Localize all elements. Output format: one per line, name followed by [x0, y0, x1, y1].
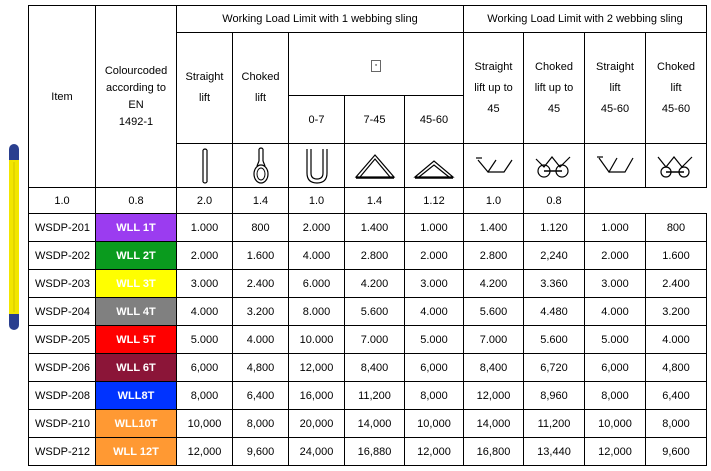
wll-colour-cell: WLL8T — [96, 382, 177, 410]
value-cell: 3.200 — [646, 298, 707, 326]
value-cell: 8,000 — [646, 410, 707, 438]
header-text-line: Choked — [657, 60, 695, 73]
value-cell: 4.480 — [524, 298, 585, 326]
header-angle-0-7: 0-7 — [289, 96, 345, 144]
table-row — [29, 298, 707, 326]
factor-cell: 1.0 — [29, 188, 96, 214]
value-cell: 4,800 — [233, 354, 289, 382]
value-cell: 8.000 — [289, 298, 345, 326]
wll-colour-cell: WLL 6T — [96, 354, 177, 382]
header-text-line: Choked — [241, 71, 280, 83]
two-leg-straight-45-60-icon — [595, 154, 635, 178]
value-cell: 2.400 — [233, 270, 289, 298]
value-cell: 14,000 — [345, 410, 405, 438]
value-cell: 10,000 — [585, 410, 646, 438]
table-body — [29, 214, 707, 466]
header-text-line: lift up to — [474, 81, 513, 94]
table-row — [29, 438, 707, 466]
value-cell: 14,000 — [464, 410, 524, 438]
value-cell: 1.400 — [345, 214, 405, 242]
value-cell: 11,200 — [524, 410, 585, 438]
value-cell: 800 — [646, 214, 707, 242]
value-cell: 2.400 — [646, 270, 707, 298]
factor-cell: 0.8 — [96, 188, 177, 214]
header-text-line: Straight — [596, 60, 634, 73]
icon-cell — [289, 144, 345, 188]
value-cell: 1.000 — [585, 214, 646, 242]
basket-vertical-icon — [302, 147, 332, 185]
icon-cell — [646, 144, 707, 188]
factor-cell: 2.0 — [177, 188, 233, 214]
header-straight-lift-up-to-45 — [464, 33, 524, 144]
item-cell: WSDP-205 — [29, 326, 96, 354]
value-cell: 3.360 — [524, 270, 585, 298]
header-colour-line: according to — [106, 81, 166, 94]
value-cell: 12,000 — [464, 382, 524, 410]
wll-colour-cell: WLL 4T — [96, 298, 177, 326]
factor-cell: 1.0 — [289, 188, 345, 214]
item-cell: WSDP-208 — [29, 382, 96, 410]
value-cell: 3.000 — [177, 270, 233, 298]
item-cell: WSDP-202 — [29, 242, 96, 270]
webbing-sling-illustration — [4, 142, 24, 332]
item-cell: WSDP-212 — [29, 438, 96, 466]
value-cell: 8,400 — [345, 354, 405, 382]
header-colour-line: EN — [128, 98, 144, 111]
value-cell: 3.000 — [585, 270, 646, 298]
value-cell: 12,000 — [585, 438, 646, 466]
value-cell: 4,800 — [646, 354, 707, 382]
table-row — [29, 242, 707, 270]
value-cell: 1.120 — [524, 214, 585, 242]
icon-cell — [233, 144, 289, 188]
value-cell: 5.000 — [585, 326, 646, 354]
value-cell: 2.000 — [585, 242, 646, 270]
value-cell: 8,400 — [464, 354, 524, 382]
two-leg-choked-45-60-icon — [654, 153, 698, 179]
header-colour-line: 1492-1 — [118, 115, 154, 128]
value-cell: 10,000 — [177, 410, 233, 438]
value-cell: 5.000 — [405, 326, 464, 354]
value-cell: 8,000 — [585, 382, 646, 410]
wll-colour-cell: WLL10T — [96, 410, 177, 438]
header-text-line: lift — [199, 92, 210, 104]
value-cell: 4.000 — [646, 326, 707, 354]
value-cell: 6,400 — [646, 382, 707, 410]
value-cell: 2.000 — [405, 242, 464, 270]
wll-table — [28, 5, 707, 466]
choked-lift-icon — [249, 147, 273, 185]
value-cell: 1.400 — [464, 214, 524, 242]
factor-cell: 0.8 — [524, 188, 585, 214]
value-cell: 1.000 — [177, 214, 233, 242]
value-cell: 4.000 — [405, 298, 464, 326]
value-cell: 8,000 — [233, 410, 289, 438]
header-text-line: lift up to — [534, 81, 574, 94]
value-cell: 7.000 — [464, 326, 524, 354]
value-cell: 4.000 — [233, 326, 289, 354]
item-cell: WSDP-206 — [29, 354, 96, 382]
header-text-line: 45 — [487, 102, 500, 115]
icon-cell — [524, 144, 585, 188]
value-cell: 5.000 — [177, 326, 233, 354]
value-cell: 16,000 — [289, 382, 345, 410]
value-cell: 2.800 — [345, 242, 405, 270]
header-colour-line: Colourcoded — [104, 64, 168, 77]
factor-cell: 1.4 — [233, 188, 289, 214]
table-row — [29, 354, 707, 382]
header-text-line: Straight — [185, 71, 224, 83]
header-angle-45-60: 45-60 — [405, 96, 464, 144]
value-cell: 6,000 — [585, 354, 646, 382]
value-cell: 1.600 — [646, 242, 707, 270]
value-cell: 5.600 — [464, 298, 524, 326]
value-cell: 10.000 — [289, 326, 345, 354]
table-row — [29, 214, 707, 242]
value-cell: 24,000 — [289, 438, 345, 466]
value-cell: 8,000 — [177, 382, 233, 410]
header-text-line: 45-60 — [600, 102, 630, 115]
value-cell: 1.600 — [233, 242, 289, 270]
header-choked-lift-up-to-45 — [524, 33, 585, 144]
header-text-line: Choked — [535, 60, 573, 73]
value-cell: 16,800 — [464, 438, 524, 466]
two-leg-choked-45-icon — [532, 153, 576, 179]
value-cell: 6.000 — [289, 270, 345, 298]
two-leg-straight-45-icon — [474, 154, 514, 178]
value-cell: 12,000 — [177, 438, 233, 466]
value-cell: 2.000 — [177, 242, 233, 270]
header-basket-group — [289, 33, 464, 96]
icon-cell — [345, 144, 405, 188]
header-text-line: Straight — [474, 60, 513, 73]
header-choked-lift — [233, 33, 289, 144]
factor-cell: 1.0 — [464, 188, 524, 214]
value-cell: 6,000 — [405, 354, 464, 382]
factor-cell: 1.12 — [405, 188, 464, 214]
table-row — [29, 382, 707, 410]
value-cell: 4.000 — [289, 242, 345, 270]
item-cell: WSDP-210 — [29, 410, 96, 438]
straight-lift-icon — [195, 148, 215, 184]
value-cell: 20,000 — [289, 410, 345, 438]
wll-colour-cell: WLL 3T — [96, 270, 177, 298]
value-cell: 2.800 — [464, 242, 524, 270]
item-cell: WSDP-201 — [29, 214, 96, 242]
header-straight-lift-45-60 — [585, 33, 646, 144]
header-item: Item — [29, 6, 96, 188]
header-straight-lift — [177, 33, 233, 144]
factor-row — [29, 188, 707, 214]
wll-colour-cell: WLL 5T — [96, 326, 177, 354]
value-cell: 4.000 — [585, 298, 646, 326]
value-cell: 800 — [233, 214, 289, 242]
value-cell: 8,000 — [405, 382, 464, 410]
icon-cell — [405, 144, 464, 188]
value-cell: 6,400 — [233, 382, 289, 410]
table-row — [29, 410, 707, 438]
value-cell: 4.200 — [345, 270, 405, 298]
value-cell: 11,200 — [345, 382, 405, 410]
value-cell: 5.600 — [345, 298, 405, 326]
value-cell: 9,600 — [646, 438, 707, 466]
value-cell: 13,440 — [524, 438, 585, 466]
header-group-1-sling: Working Load Limit with 1 webbing sling — [177, 6, 464, 33]
value-cell: 12,000 — [289, 354, 345, 382]
factor-cell: 1.4 — [345, 188, 405, 214]
header-angle-7-45: 7-45 — [345, 96, 405, 144]
header-colourcoded — [96, 6, 177, 188]
value-cell: 6,000 — [177, 354, 233, 382]
value-cell: 2,240 — [524, 242, 585, 270]
header-text-line: lift — [609, 81, 621, 94]
value-cell: 4.000 — [177, 298, 233, 326]
table-row — [29, 270, 707, 298]
value-cell: 1.000 — [405, 214, 464, 242]
value-cell: 12,000 — [405, 438, 464, 466]
value-cell: 10,000 — [405, 410, 464, 438]
header-group-2-sling: Working Load Limit with 2 webbing sling — [464, 6, 707, 33]
wll-colour-cell: WLL 1T — [96, 214, 177, 242]
value-cell: 8,960 — [524, 382, 585, 410]
value-cell: 2.000 — [289, 214, 345, 242]
wll-colour-cell: WLL 2T — [96, 242, 177, 270]
item-cell: WSDP-203 — [29, 270, 96, 298]
table-row — [29, 326, 707, 354]
value-cell: 4.200 — [464, 270, 524, 298]
value-cell: 3.200 — [233, 298, 289, 326]
item-cell: WSDP-204 — [29, 298, 96, 326]
icon-cell — [177, 144, 233, 188]
header-text-line: 45-60 — [661, 102, 691, 115]
header-text-line: lift — [255, 92, 266, 104]
value-cell: 16,880 — [345, 438, 405, 466]
icon-cell — [464, 144, 524, 188]
header-choked-lift-45-60 — [646, 33, 707, 144]
wll-colour-cell: WLL 12T — [96, 438, 177, 466]
value-cell: 3.000 — [405, 270, 464, 298]
icon-cell — [585, 144, 646, 188]
basket-45-60-icon — [413, 151, 455, 181]
value-cell: 7.000 — [345, 326, 405, 354]
header-text-line: lift — [670, 81, 682, 94]
basket-7-45-icon — [354, 151, 396, 181]
value-cell: 5.600 — [524, 326, 585, 354]
ruler-icon: ▫ — [371, 60, 381, 72]
value-cell: 6,720 — [524, 354, 585, 382]
value-cell: 9,600 — [233, 438, 289, 466]
header-text-line: 45 — [547, 102, 561, 115]
